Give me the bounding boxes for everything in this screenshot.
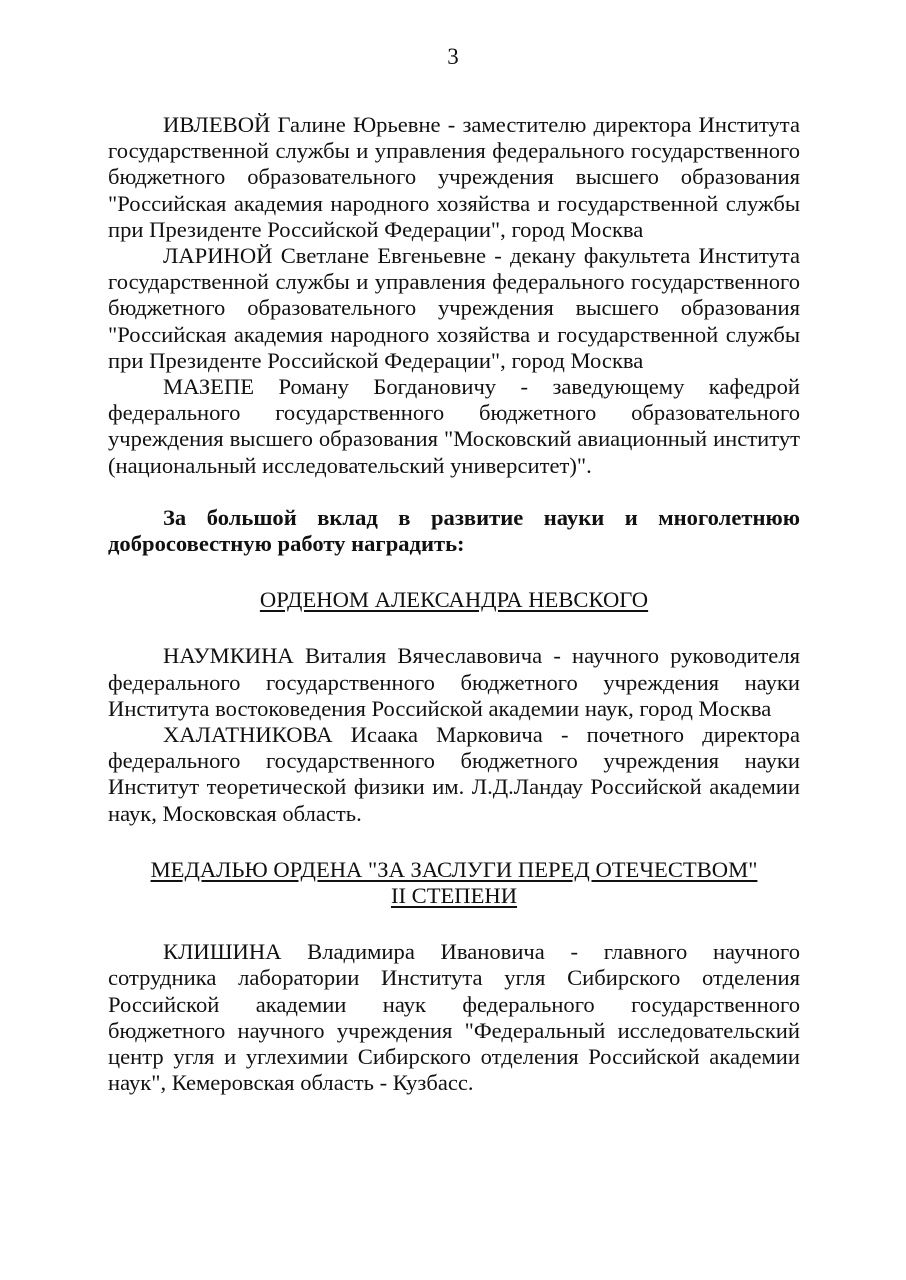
award-title-line1: МЕДАЛЬЮ ОРДЕНА "ЗА ЗАСЛУГИ ПЕРЕД ОТЕЧЕСТВОМ": [150, 856, 758, 882]
entry-text: Роману Богдановичу - заведующему кафедрой федерального государственного бюджетного образовательного учреждения высшего образования "Московский авиационный институт (национальный исследовательский университет)".: [108, 374, 800, 478]
entry-naumkin: [108, 643, 800, 722]
entry-mazepa: [108, 374, 800, 479]
document-body: [108, 112, 800, 1097]
entry-khalatnikov: [108, 722, 800, 827]
entry-text: Виталия Вячеславовича - научного руководителя федерального государственного бюджетного учреждения науки Института востоковедения Российской академии наук, город Москва: [108, 643, 800, 721]
entry-ivleva: [108, 112, 800, 243]
decree-statement: За большой вклад в развитие науки и многолетнюю добросовестную работу наградить:: [108, 504, 800, 557]
award-title-line2: II СТЕПЕНИ: [390, 883, 518, 909]
entry-klishin: [108, 939, 800, 1096]
award-title-medal: [108, 857, 800, 909]
entry-name: ХАЛАТНИКОВА: [163, 722, 333, 748]
entry-larina: [108, 243, 800, 374]
entry-name: КЛИШИНА: [163, 939, 282, 965]
entry-name: НАУМКИНА: [163, 643, 294, 669]
entry-text: Галине Юрьевне - заместителю директора Института государственной службы и управления федерального государственного бюджетного образовательного учреждения высшего образования "Российская академия народного хозяйства и государственной службы при Президенте Российской Федерации", город Москва: [108, 112, 800, 242]
entry-name: ИВЛЕВОЙ: [163, 112, 271, 137]
award-title-order-nevsky: ОРДЕНОМ АЛЕКСАНДРА НЕВСКОГО: [259, 587, 649, 613]
entry-text: Владимира Ивановича - главного научного сотрудника лаборатории Института угля Сибирского отделения Российской академии наук федерального государственного бюджетного научного учреждения "Федеральный исследовательский центр угля и углехимии Сибирского отделения Российской академии наук", Кемеровская область - Кузбасс.: [108, 939, 800, 1096]
entry-name: МАЗЕПЕ: [163, 374, 255, 400]
entry-text: Светлане Евгеньевне - декану факультета Института государственной службы и управления федерального государственного бюджетного образовательного учреждения высшего образования "Российская академия народного хозяйства и государственной службы при Президенте Российской Федерации", город Москва: [108, 243, 800, 373]
entry-text: Исаака Марковича - почетного директора федерального государственного бюджетного учреждения науки Институт теоретической физики им. Л.Д.Ландау Российской академии наук, Московская область.: [108, 722, 800, 826]
page-number: 3: [447, 44, 459, 69]
entry-name: ЛАРИНОЙ: [163, 243, 273, 269]
